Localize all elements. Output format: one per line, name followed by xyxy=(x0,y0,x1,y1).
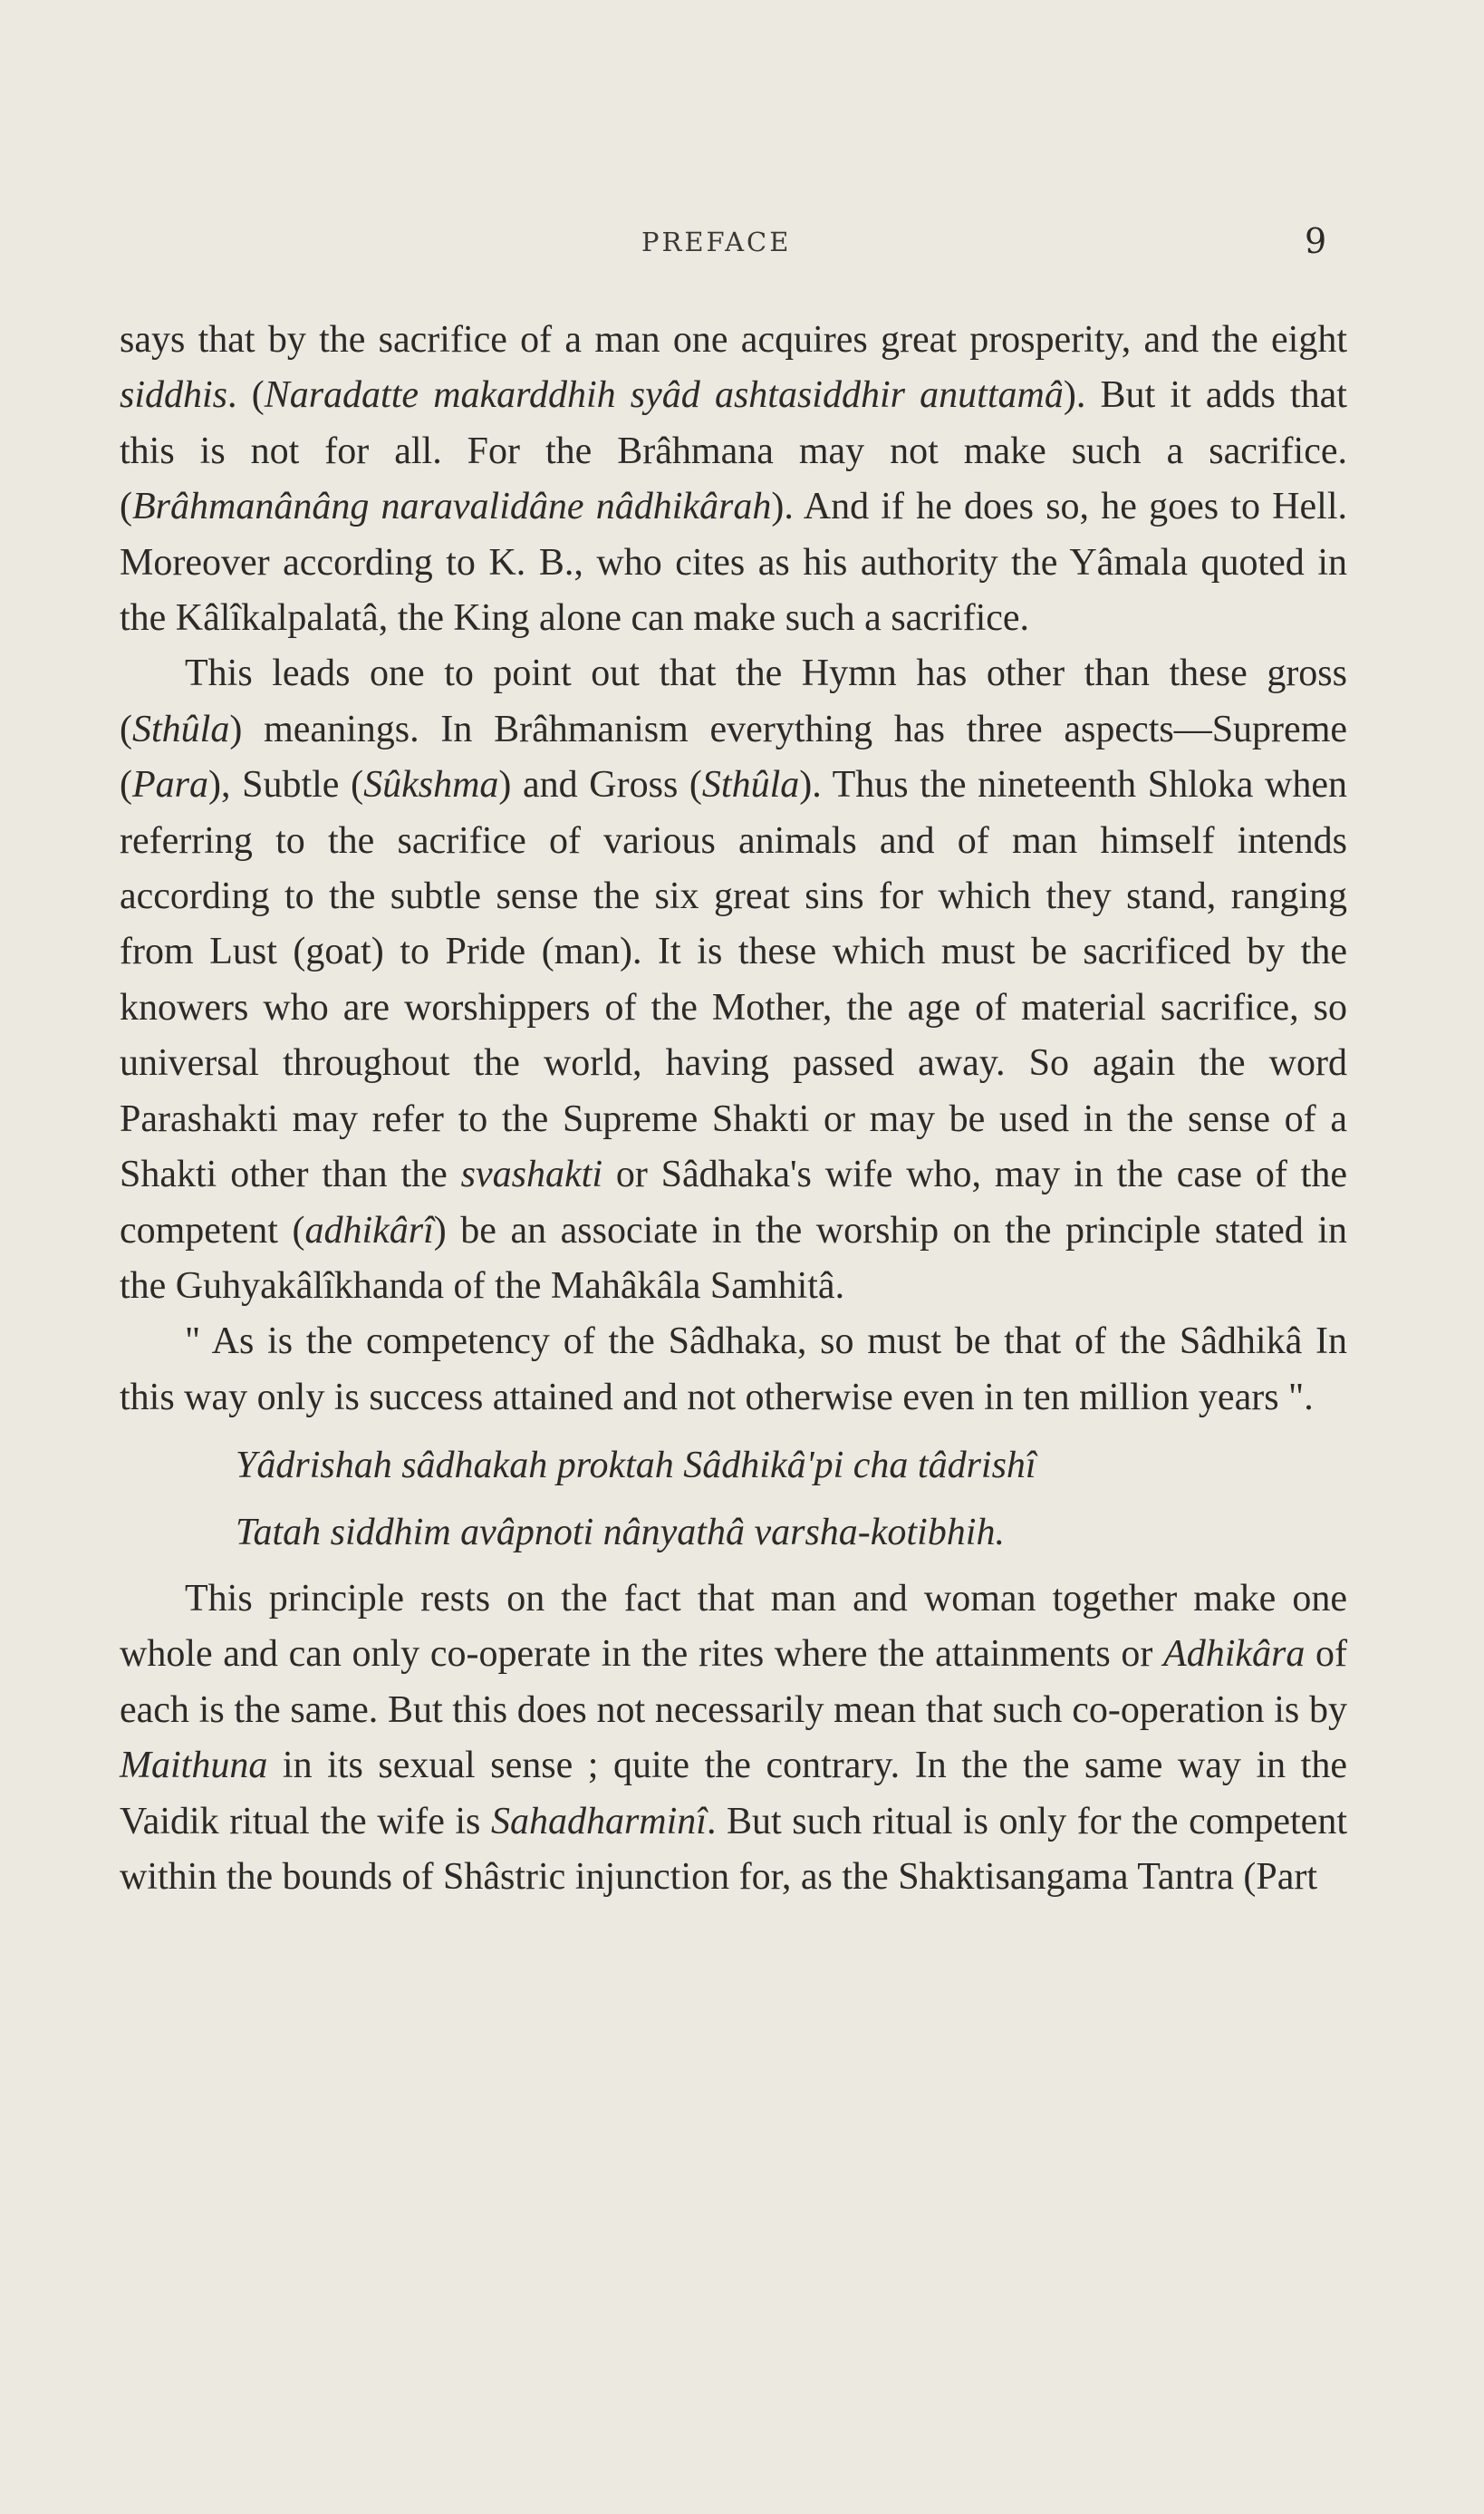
italic-term: adhikârî xyxy=(304,1209,434,1252)
italic-term: siddhis xyxy=(120,374,228,417)
body-text xyxy=(120,313,1347,1905)
text-run: ) be an associate in the worship on the principle stated in the Guhyakâlîkhanda of the Mahâkâla Samhitâ. xyxy=(120,1209,1347,1307)
text-run: ). And if he does so, he goes to Hell. Moreover according to K. B., who cites as his authority the Yâmala quoted in the Kâlîkalpalatâ, the King alone can make such a sacrifice. xyxy=(120,486,1347,640)
text-run: This leads one to point out that the Hymn has other than these gross ( xyxy=(120,653,1347,750)
text-run: ) meanings. In Brâhmanism everything has three aspects—Supreme ( xyxy=(120,708,1347,807)
text-run: ). Thus the nineteenth Shloka when referring to the sacrifice of various animals and of man himself intends according to the subtle sense the six great sins for which they stand, ranging from Lust (goat) to Pride (man). It is these which must be sacrificed by the knowers who are worshippers of the Mother, the age of material sacrifice, so universal throughout the world, having passed away. So again the word Parashakti may refer to the Supreme Shakti or may be used in the sense of a Shakti other than the xyxy=(120,764,1348,1196)
italic-term: svashakti xyxy=(460,1154,602,1196)
italic-term: Adhikâra xyxy=(1163,1633,1306,1676)
text-run: in its sexual sense ; quite the contrary. In the the same way in the Vaidik ritual the wife is xyxy=(120,1745,1347,1842)
italic-term: Sthûla xyxy=(701,764,800,807)
italic-term: Maithuna xyxy=(120,1745,268,1787)
text-run: This principle rests on the fact that man and woman together make one whole and can only co-operate in the rites where the attainments or xyxy=(120,1577,1347,1676)
running-head: PREFACE xyxy=(641,227,792,257)
text-run: ), Subtle ( xyxy=(208,764,364,807)
italic-term: Sahadharminî xyxy=(490,1800,707,1842)
text-run: " As is the competency of the Sâdhaka, so must be that of the Sâdhikâ In this way only is success attained and not otherwise even in ten million years ". xyxy=(120,1320,1347,1418)
text-run: . But such ritual is only for the competent within the bounds of Shâstric injunction for, as the Shaktisangama Tantra (Part xyxy=(120,1800,1347,1898)
paragraph-2 xyxy=(120,646,1347,1314)
verse-line-2: Tatah siddhim avâpnoti nânyathâ varsha-kotibhih. xyxy=(236,1511,1005,1553)
italic-term: Sûkshma xyxy=(363,764,499,807)
paragraph-4 xyxy=(120,1571,1347,1905)
text-run: ) and Gross ( xyxy=(498,764,702,807)
italic-term: Sthûla xyxy=(132,708,230,750)
text-run: . ( xyxy=(227,374,265,417)
italic-term: Para xyxy=(132,764,208,807)
page-header xyxy=(0,221,1484,263)
verse-line-1: Yâdrishah sâdhakah proktah Sâdhikâ'pi cha tâdrishî xyxy=(236,1445,1036,1487)
paragraph-1 xyxy=(120,313,1347,646)
page-number: 9 xyxy=(1305,221,1327,261)
text-run: says that by the sacrifice of a man one acquires great prosperity, and the eight xyxy=(120,319,1347,361)
text-run: or Sâdhaka's wife who, may in the case of the competent ( xyxy=(120,1154,1347,1252)
text-run: of each is the same. But this does not necessarily mean that such co-operation is by xyxy=(120,1633,1347,1731)
italic-quotation: Naradatte makarddhih syâd ashtasiddhir anuttamâ xyxy=(264,374,1064,417)
paragraph-3 xyxy=(120,1314,1347,1426)
italic-quotation: Brâhmanânâng naravalidâne nâdhikârah xyxy=(132,486,772,528)
text-run: ). But it adds that this is not for all. For the Brâhmana may not make such a sacrifice. ( xyxy=(120,374,1347,528)
